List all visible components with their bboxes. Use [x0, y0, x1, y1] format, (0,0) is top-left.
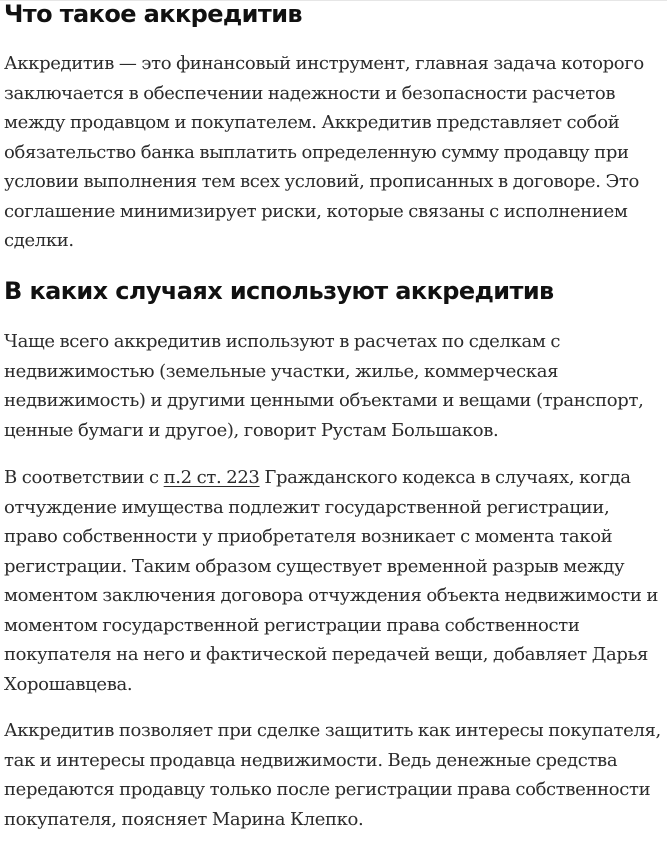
paragraph-civil-code-rest: Гражданского кодекса в случаях, когда отчуждение имущества подлежит государственной регистрации, право собственности у приобретателя возникает с момента такой регистрации. Таким образом существует временной разрыв между моментом заключения договора отчуждения объекта недвижимости и моментом государственной регистрации права собственности покупателя на него и фактической передачей вещи, добавляет Дарья Хорошавцева.: [4, 467, 659, 695]
section-heading-what-is-letter-of-credit: Что такое аккредитив: [4, 0, 303, 28]
paragraph-civil-code-lead: В соответствии с: [4, 467, 164, 488]
civil-code-article-link[interactable]: п.2 ст. 223: [163, 467, 260, 488]
section-heading-when-used: В каких случаях используют аккредитив: [4, 277, 554, 305]
paragraph-usage-cases: Чаще всего аккредитив используют в расчетах по сделкам с недвижимостью (земельные участки, жилье, коммерческая недвижимость) и другими ценными объектами и вещами (транспорт, ценные бумаги и другое), говорит Рустам Большаков.: [4, 331, 644, 441]
paragraph-definition: Аккредитив — это финансовый инструмент, главная задача которого заключается в обеспечении надежности и безопасности расчетов между продавцом и покупателем. Аккредитив представляет собой обязательство банка выплатить определенную сумму продавцу при условии выполнения тем всех условий, прописанных в договоре. Это соглашение минимизирует риски, которые связаны с исполнением сделки.: [4, 53, 644, 251]
paragraph-protection: Аккредитив позволяет при сделке защитить как интересы покупателя, так и интересы продавца недвижимости. Ведь денежные средства передаются продавцу только после регистрации права собственности покупателя, поясняет Марина Клепко.: [4, 720, 661, 830]
paragraph-civil-code: [4, 463, 666, 699]
